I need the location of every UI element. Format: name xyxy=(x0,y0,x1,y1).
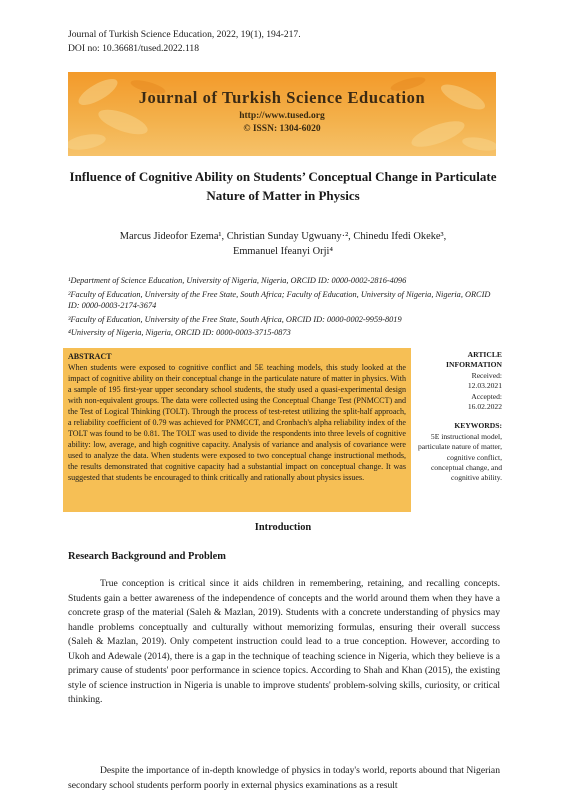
body-paragraph: Despite the importance of in-depth knowledge of physics in today's world, reports abound that Nigerian secondary school students perform poorly in external physics examinations as a result xyxy=(68,765,500,791)
affiliation-item: ⁴University of Nigeria, Nigeria, ORCID ID: 0000-0003-3715-0873 xyxy=(68,328,291,337)
journal-url[interactable]: http://www.tused.org xyxy=(239,111,325,121)
doi-line: DOI no: 10.36681/tused.2022.118 xyxy=(68,42,200,54)
accepted-date: 16.02.2022 xyxy=(467,402,502,412)
paper-title: Influence of Cognitive Ability on Students’ Conceptual Change in Particulate Nature of Matter in Physics xyxy=(69,169,497,203)
introduction-heading: Introduction xyxy=(254,522,312,533)
keywords-text: 5E instructional model, particulate nature of matter, cognitive conflict, conceptual change, and cognitive ability. xyxy=(417,431,502,483)
citation-line: Journal of Turkish Science Education, 2022, 19(1), 194-217. xyxy=(68,29,301,40)
journal-issn: © ISSN: 1304-6020 xyxy=(243,124,321,134)
affiliation-item: ²Faculty of Education, University of the Free State, South Africa; Faculty of Education, University of Nigeria, Nigeria, ORCID ID: 0000-0003-2174-3674 xyxy=(68,289,491,310)
author-list xyxy=(68,229,498,259)
affiliations xyxy=(68,275,500,341)
abstract-box xyxy=(63,348,411,512)
affiliation-item: ¹Department of Science Education, University of Nigeria, Nigeria, ORCID ID: 0000-0002-2816-4096 xyxy=(68,276,407,285)
keywords-heading: KEYWORDS: xyxy=(454,421,502,431)
abstract-heading: ABSTRACT xyxy=(68,352,112,361)
article-info xyxy=(416,350,502,484)
accepted-label: Accepted: xyxy=(471,391,502,401)
journal-name: Journal of Turkish Science Education xyxy=(138,88,426,107)
citation-block xyxy=(68,28,301,55)
author-line: Marcus Jideofor Ezema¹, Christian Sunday Ugwuany·², Chinedu Ifedi Okeke³, xyxy=(119,231,447,242)
abstract-text: When students were exposed to cognitive conflict and 5E teaching models, this study looked at the impact of cognitive ability on their conceptual change in the particulate nature of matter in physics. With a sample of 195 first-year upper secondary school students, the study used a quasi-experimental design with non-equivalent groups. The data were collected using the Conceptual Change Test (PNMCCT) and the Test of Logical Thinking (TOLT). Through the process of test-retest utilizing the split-half approach, a reliability coefficient of 0.79 was achieved for PNMCCT, and Cronbach's alpha reliability index of the TOLT was found to be 0.81. The TOLT was used to divide the respondents into three levels of cognitive ability: low, average, and high cognitive capacity. Analysis of variance and analysis of covariance were used to analyze the data. When students were exposed to two conceptual change instructional methods, the results demonstrated that cognitive capacity had a substantial impact on conceptual change. It was suggested that students be encouraged to think critically and rationally about physics issues. xyxy=(68,363,406,482)
received-label: Received: xyxy=(471,370,502,380)
author-line: Emmanuel Ifeanyi Orji⁴ xyxy=(233,246,333,257)
body-paragraph: True conception is critical since it aids children in remembering, retaining, and recalling concepts. Students gain a better awareness of the independence of concepts and the world around them when they have a concrete grasp of the material (Saleh & Mazlan, 2019). Students with a concrete understanding of physics may handle problems conceptually and culturally without memorizing formulas, ensuring their overall success (Saleh & Mazlan, 2019). Only competent instruction could lead to a true conception. However, according to Ukoh and Adewale (2014), there is a gap in the technique of teaching science in Nigeria, which they believe is a primary cause of students' poor performance in science topics. According to Shah and Khan (2015), the existing style of science instruction in Nigeria is unable to improve students' problem-solving skills, curiosity, or critical thinking. xyxy=(68,578,500,705)
journal-banner xyxy=(68,72,496,156)
affiliation-item: ³Faculty of Education, University of the Free State, South Africa, ORCID ID: 0000-0002-9959-8019 xyxy=(68,314,402,324)
section-heading: Research Background and Problem xyxy=(68,551,226,562)
article-info-heading: ARTICLE INFORMATION xyxy=(446,350,502,370)
received-date: 12.03.2021 xyxy=(467,381,502,391)
